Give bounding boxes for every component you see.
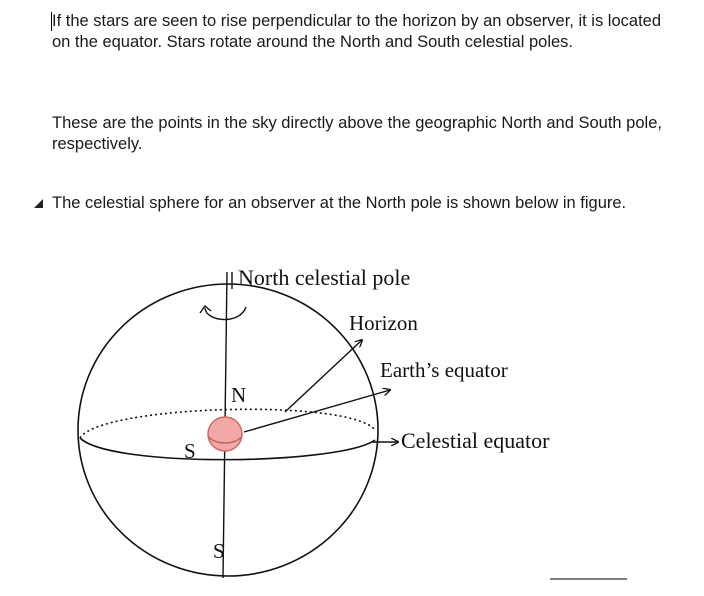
celestial-equator-label: Celestial equator [401,428,550,453]
south-label-left: S [184,439,196,463]
rotation-arrow-icon [205,307,246,320]
paragraph-celestial-poles: These are the points in the sky directly above the geographic North and South pole, respectively. [52,114,662,153]
north-label: N [231,383,247,407]
earth-globe [208,417,242,451]
north-celestial-pole-label: North celestial pole [238,265,411,290]
horizon-label: Horizon [349,311,418,335]
earths-equator-line [244,390,390,432]
south-label-bottom: S [213,539,225,563]
paragraph-celestial-sphere-intro: The celestial sphere for an observer at the North pole is shown below in figure. [52,194,627,212]
earths-equator-label: Earth’s equator [380,358,508,382]
paragraph-stars-rise: If the stars are seen to rise perpendicular to the horizon by an observer, it is located on the equator. Stars rotate around the North and South celestial poles. [52,12,662,51]
